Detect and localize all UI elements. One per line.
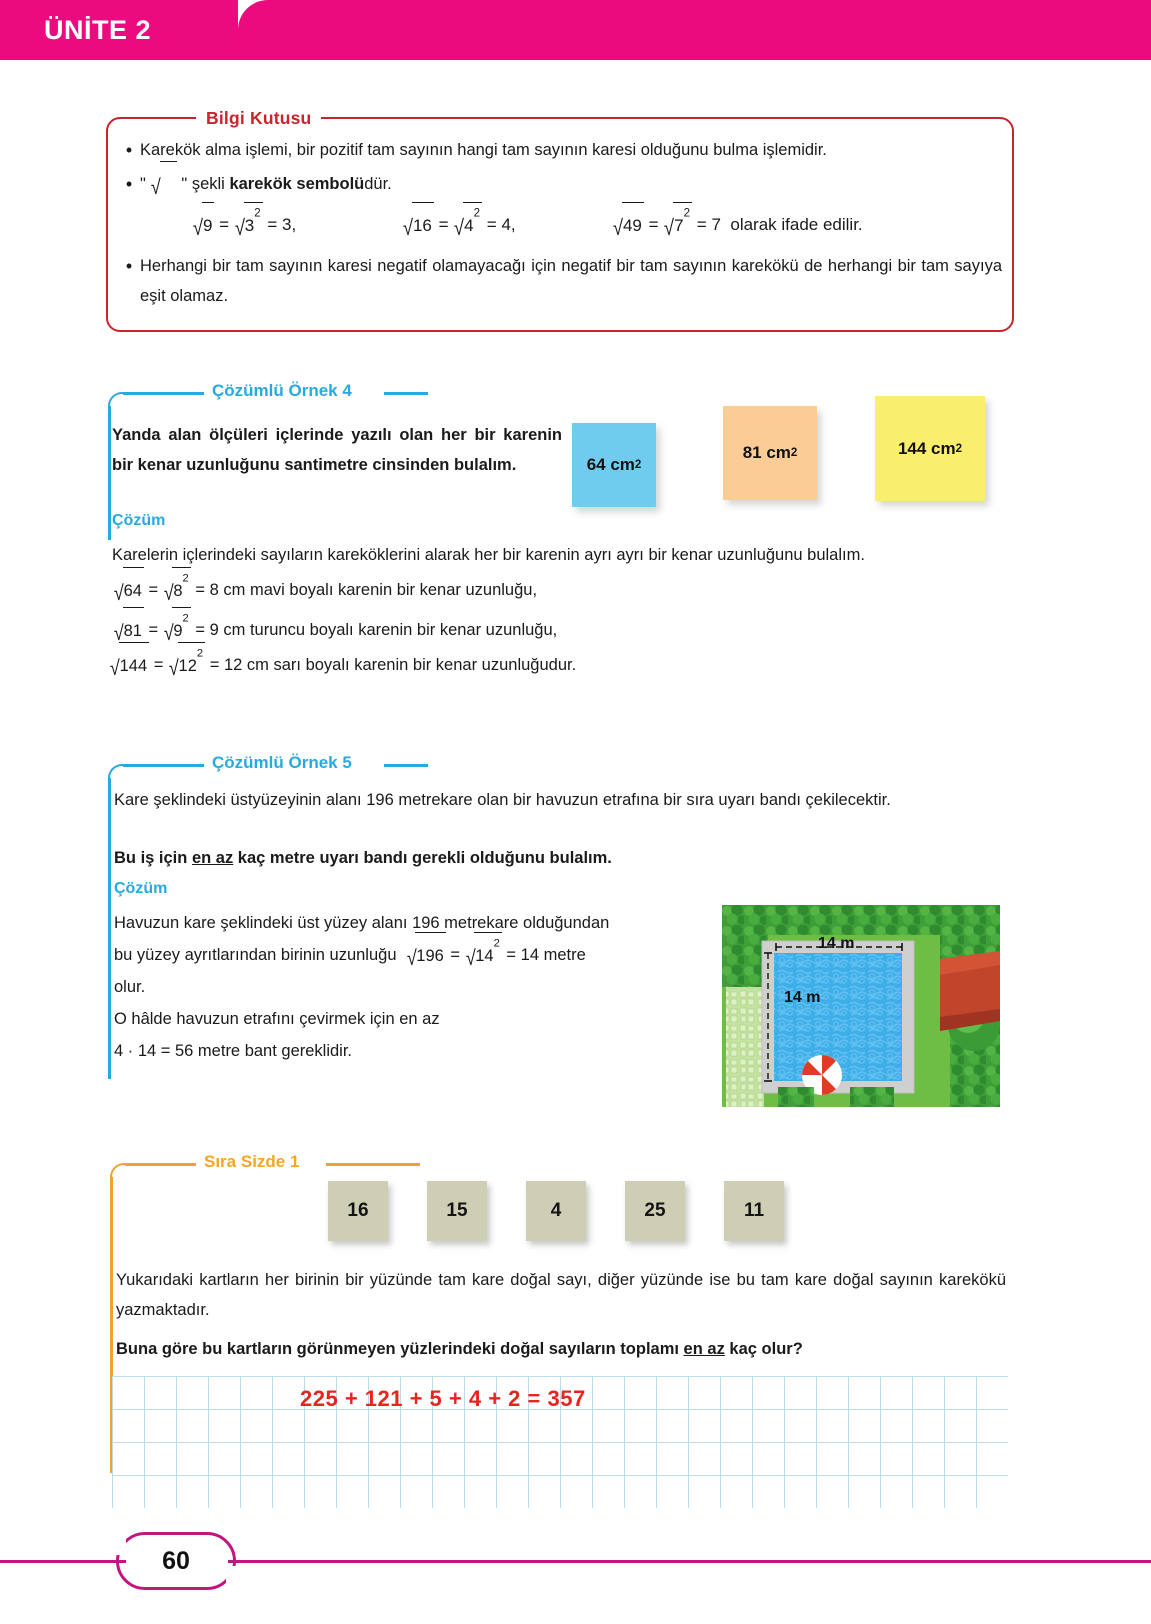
sira-question-post: kaç olur? (724, 1340, 803, 1358)
l1-result: 8 (209, 581, 219, 599)
example5-solution-line1: Havuzun kare şeklindeki üst yüzey alanı 196 metrekare olduğundan (114, 914, 610, 932)
bullet-icon: • (125, 256, 133, 276)
area-square-yellow-label: 144 cm (897, 438, 956, 458)
l3-radicand: 144 (119, 657, 148, 675)
frame-line-left (123, 392, 205, 395)
eq3-tail: olarak ifade edilir. (730, 215, 863, 234)
frame-vertical-line (108, 406, 111, 540)
pool-water (774, 953, 902, 1081)
info-box-title: Bilgi Kutusu (196, 108, 321, 129)
card-4: 25 (625, 1181, 685, 1241)
sira-question-pre: Buna göre bu kartların görünmeyen yüzlerindeki doğal sayıların toplamı (116, 1340, 684, 1358)
card-5: 11 (724, 1181, 784, 1241)
eq3-result: 7 (711, 215, 721, 234)
header-notch (238, 0, 298, 60)
sol-base: 14 (475, 947, 494, 965)
info-equations-row (192, 206, 1002, 241)
radical-symbol-icon: √ (150, 169, 176, 200)
bush-left (722, 929, 768, 987)
l3-exp: 2 (196, 647, 204, 660)
quote-open: " (140, 175, 151, 193)
unit-title: ÜNİTE 2 (44, 14, 152, 45)
pool-illustration (722, 905, 1000, 1107)
pool-width-label: 14 m (818, 935, 855, 952)
info-bullet-3 (118, 251, 1002, 311)
frame-line-right (384, 764, 428, 767)
sol-radicand: 196 (416, 947, 444, 965)
eq2-base: 4 (464, 216, 474, 235)
example5-title: Çözümlü Örnek 5 (204, 753, 360, 773)
example5-cozum-label: Çözüm (114, 880, 168, 897)
area-square-blue-label: 64 cm (586, 455, 635, 474)
bush-bottom-left (778, 1087, 814, 1107)
example5-solution-line5: 4 · 14 = 56 metre bant gereklidir. (114, 1042, 353, 1060)
dur-suffix: dür. (364, 175, 392, 193)
frame-line-left (123, 764, 205, 767)
building-roof (940, 951, 1000, 1031)
frame-vertical-line (108, 778, 111, 1079)
equation-sqrt49: $√49 = √7^2 = 7$ olarak ifade edilir. (612, 210, 863, 241)
l3-tail: cm sarı boyalı karenin bir kenar uzunluğudur. (246, 656, 577, 674)
example5-question (114, 843, 612, 873)
bush-bottom-right (850, 1087, 894, 1107)
eq2-radicand: 16 (412, 216, 432, 235)
bullet-icon: • (125, 174, 133, 194)
page-number: 60 (162, 1546, 190, 1575)
area-square-orange-label: 81 cm (742, 443, 791, 462)
example5-solution-line4: O hâlde havuzun etrafını çevirmek için en az (114, 1010, 440, 1028)
pool-height-label: 14 m (784, 989, 821, 1006)
example5-question-pre: Bu iş için (114, 849, 192, 867)
sekli-text: " şekli (176, 175, 230, 193)
eq2-result: 4, (501, 215, 516, 234)
info-bullet-2 (118, 169, 1002, 200)
l1-base: 8 (173, 582, 183, 600)
sira-sizde-question (116, 1334, 803, 1364)
handwritten-answer: 225 + 121 + 5 + 4 + 2 = 357 (300, 1386, 586, 1411)
card-2: 15 (427, 1181, 487, 1241)
header-band-right (268, 0, 1151, 30)
sira-sizde-title: Sıra Sizde 1 (196, 1152, 307, 1172)
example5-solution-line2: bu yüzey ayrıtlarından birinin uzunluğu $√196 = √14^2 = 14$ metre (114, 940, 714, 971)
card-1: 16 (328, 1181, 388, 1241)
eq1-exp: 2 (254, 206, 261, 219)
area-square-yellow: 144 cm 2 (875, 396, 985, 501)
eq2-exp: 2 (473, 206, 481, 219)
eq1-radicand: 9 (202, 216, 213, 235)
sira-sizde-text: Yukarıdaki kartların her birinin bir yüzünde tam kare doğal sayı, diğer yüzünde ise bu tam kare doğal sayının karekökü yazmaktadır. (116, 1271, 1006, 1319)
l3-base: 12 (178, 657, 197, 675)
l2-tail: cm turuncu boyalı karenin bir kenar uzunluğu, (223, 621, 558, 639)
card-3: 4 (526, 1181, 586, 1241)
area-square-blue: 64 cm 2 (572, 423, 656, 507)
info-bullet-3-text: Herhangi bir tam sayının karesi negatif olamayacağı için negatif bir tam sayının karekökü de herhangi bir tam sayıya eşit olamaz. (140, 257, 1002, 305)
info-bullet-1 (118, 135, 1002, 165)
frame-line-left (125, 1163, 197, 1166)
info-bullet-1-text: Karekök alma işlemi, bir pozitif tam sayının hangi tam sayının karesi olduğunu bulma işlemidir. (140, 141, 827, 159)
example4-cozum-label: Çözüm (112, 512, 166, 529)
example5-solution-line3: olur. (114, 978, 146, 996)
sira-question-underline: en az (683, 1340, 725, 1358)
bullet-icon: • (125, 140, 133, 160)
info-bullet-2-text (140, 169, 1002, 200)
example4-line-2: $√81 = √9^2 = 9$ cm turuncu boyalı karenin bir kenar uzunluğu, (113, 615, 557, 646)
l1-tail: cm mavi boyalı karenin bir kenar uzunluğu, (223, 581, 538, 599)
l1-radicand: 64 (123, 582, 142, 600)
eq3-base: 7 (674, 216, 684, 235)
equation-sqrt16: $√16 = √4^2 = 4$, (402, 210, 612, 241)
example5-prompt: Kare şeklindeki üstyüzeyinin alanı 196 metrekare olan bir havuzun etrafına bir sıra uyarı bandı çekilecektir. (114, 791, 891, 809)
equation-sqrt9: $√9 = √3^2 = 3$, (192, 210, 402, 241)
info-box-body (118, 135, 1002, 315)
karekok-sembolu-bold: karekök sembolü (229, 175, 365, 193)
pool-svg (722, 905, 1000, 1107)
example4-line-3: $√144 = √12^2 = 12$ cm sarı boyalı karenin bir kenar uzunluğudur. (109, 650, 576, 681)
example4-intro: Karelerin içlerindeki sayıların kareköklerini alarak her bir karenin ayrı ayrı bir kenar uzunluğunu bulalım. (112, 546, 865, 564)
l2-radicand: 81 (123, 622, 142, 640)
sol-exp: 2 (493, 937, 500, 950)
example5-question-underline: en az (191, 849, 234, 867)
l2-exp: 2 (182, 612, 189, 625)
l3-result: 12 (223, 656, 243, 674)
frame-line-right (384, 392, 428, 395)
example4-line-1: $√64 = √8^2 = 8$ cm mavi boyalı karenin bir kenar uzunluğu, (113, 575, 537, 606)
stone-path (726, 987, 764, 1107)
l1-exp: 2 (182, 572, 189, 585)
example5-sol2-pre: bu yüzey ayrıtlarından birinin uzunluğu (114, 946, 397, 964)
eq1-base: 3 (244, 216, 255, 235)
example4-prompt: Yanda alan ölçüleri içlerinde yazılı olan her bir karenin bir kenar uzunluğunu santimetre cinsinden bulalım. (112, 426, 562, 474)
l2-result: 9 (209, 621, 219, 639)
eq3-radicand: 49 (622, 216, 642, 235)
frame-line-right (326, 1163, 420, 1166)
eq3-exp: 2 (683, 206, 691, 219)
eq1-result: 3, (281, 215, 297, 234)
l2-base: 9 (173, 622, 183, 640)
sol-result: 14 metre (520, 946, 586, 964)
area-square-orange: 81 cm 2 (723, 406, 817, 500)
example4-title: Çözümlü Örnek 4 (204, 381, 360, 401)
example5-question-post: kaç metre uyarı bandı gerekli olduğunu bulalım. (233, 849, 612, 867)
